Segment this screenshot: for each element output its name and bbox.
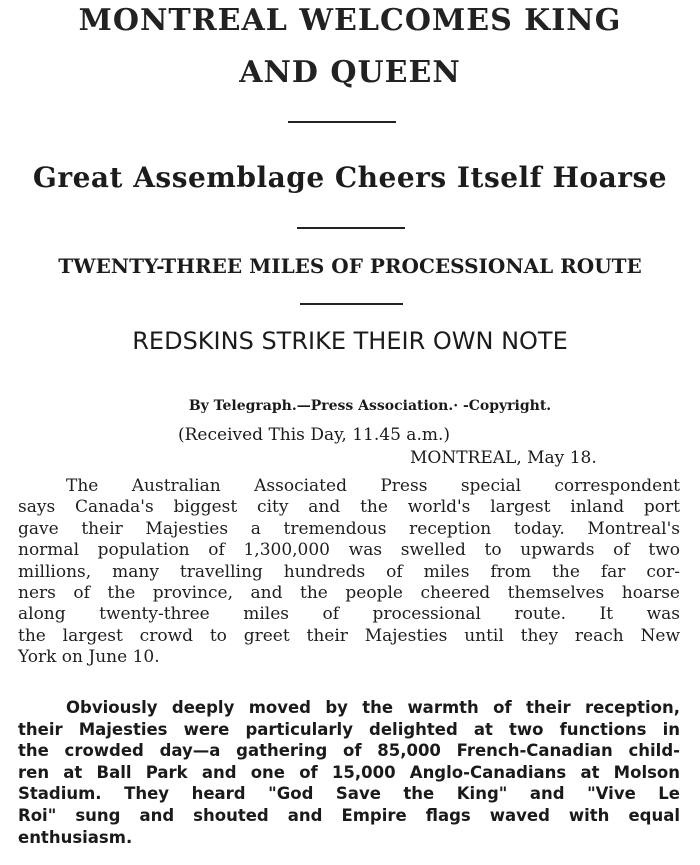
text-line: Obviously deeply moved by the warmth of their reception, [66,698,680,717]
text-line: enthusiasm. [18,827,133,847]
text-line: ners of the province, and the people cheered themselves hoarse [18,582,680,603]
headline-line-2: AND QUEEN [239,55,461,90]
divider-rule [288,121,396,123]
divider-rule [297,227,405,229]
article-paragraph-1 [18,476,680,669]
headline-line-1: MONTREAL WELCOMES KING [78,3,622,38]
text-line: Stadium. They heard "God Save the King" and "Vive Le [18,784,680,804]
text-line: along twenty-three miles of processional route. It was [18,604,680,625]
text-line: Roi" sung and shouted and Empire flags waved with equal [18,805,680,825]
text-line: normal population of 1,300,000 was swelled to upwards of two [18,540,680,561]
text-line: the largest crowd to greet their Majesties until they reach New [18,625,680,646]
received-time: (Received This Day, 11.45 a.m.) [178,425,450,445]
text-line: gave their Majesties a tremendous reception today. Montreal's [18,518,680,539]
dateline: MONTREAL, May 18. [410,448,597,468]
text-line: ren at Ball Park and one of 15,000 Anglo-Canadians at Molson [18,762,680,782]
text-line: the crowded day—a gathering of 85,000 French-Canadian child- [18,741,680,761]
text-line: millions, many travelling hundreds of miles from the far cor- [18,561,680,582]
subheading-second: TWENTY-THREE MILES OF PROCESSIONAL ROUTE [58,254,642,278]
divider-rule [300,303,403,305]
text-line: The Australian Associated Press special correspondent [66,476,680,496]
text-line: says Canada's biggest city and the world's largest inland port [18,497,680,518]
article-paragraph-2 [18,697,680,848]
text-line: York on June 10. [18,647,160,668]
text-line: their Majesties were particularly delighted at two functions in [18,719,680,739]
byline: By Telegraph.—Press Association.· -Copyright. [188,398,552,414]
subheading-third: REDSKINS STRIKE THEIR OWN NOTE [132,327,568,355]
subheading-first: Great Assemblage Cheers Itself Hoarse [32,161,668,194]
